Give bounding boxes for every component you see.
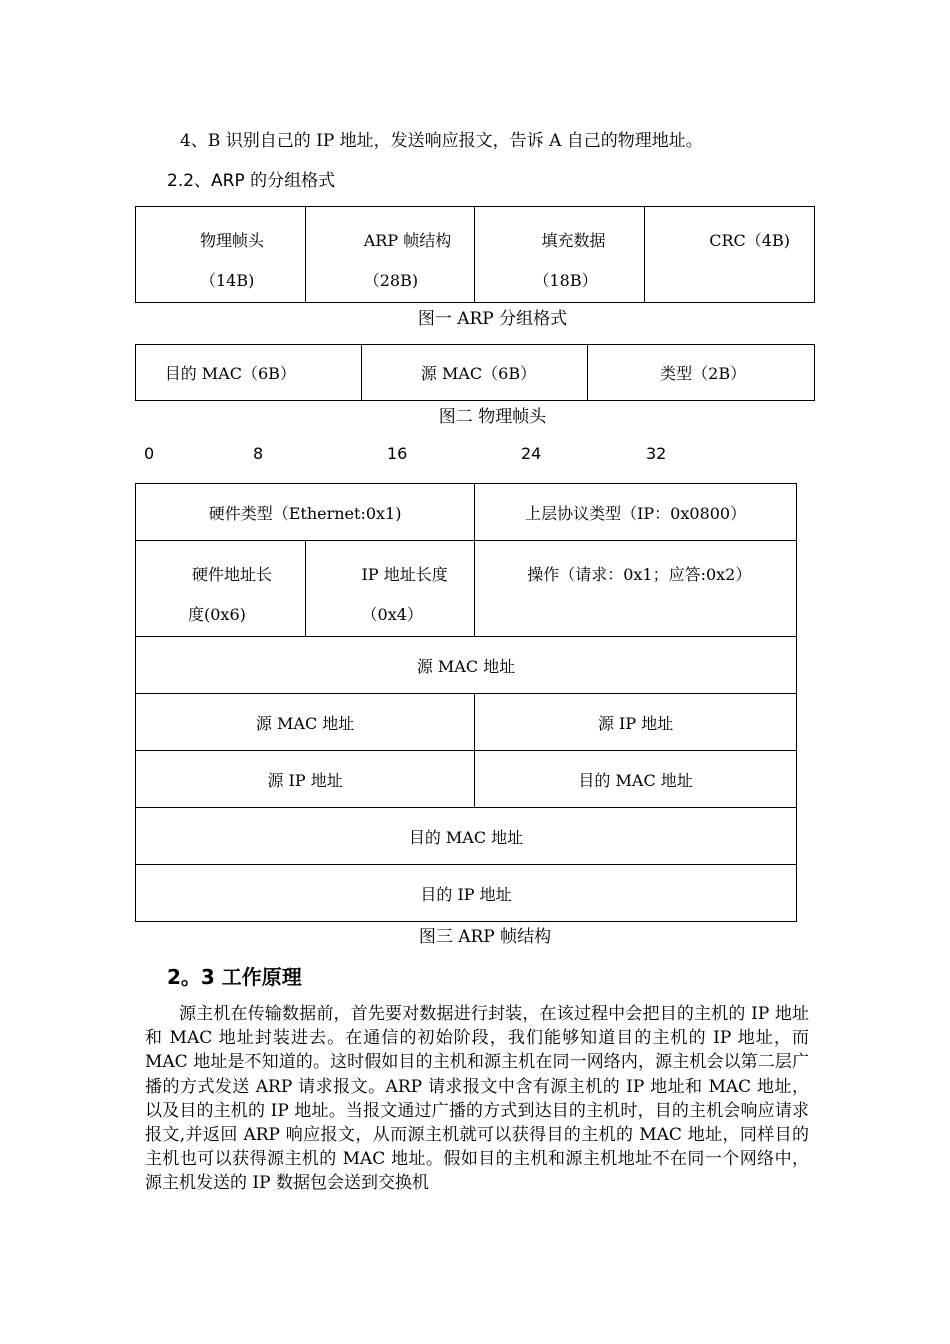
dest-mac-half-label: 目的 MAC 地址: [578, 770, 693, 790]
paragraph-text: 源主机在传输数据前，首先要对数据进行封装，在该过程中会把目的主机的 IP 地址和 MAC 地址封装进去。在通信的初始阶段，我们能够知道目的主机的 IP 地址，而 MAC 地址是不知道的。这时假如目的主机和源主机在同一网络内，源主机会以第二层广播的方式发送 ARP 请求报文。ARP 请求报文中含有源主机的 IP 地址和 MAC 地址，以及目的主机的 IP 地址。当报文通过广播的方式到达目的主机时，目的主机会响应请求报文,并返回 ARP 响应报文，从而源主机就可以获得目的主机的 MAC 地址，同样目的主机也可以获得源主机的 MAC 地址。假如目的主机和源主机地址不在同一个网络中，源主机发送的 IP 数据包会送到交换机: [145, 1004, 809, 1194]
source-mac-full-label: 源 MAC 地址: [416, 656, 516, 676]
source-ip-half-cell: [136, 751, 475, 808]
arp-frame-size: （28B): [363, 271, 419, 290]
arp-frame-structure-table: [135, 483, 797, 922]
bit-marker-32: 32: [646, 444, 667, 463]
source-ip-label: 源 IP 地址: [597, 713, 674, 733]
dest-ip-cell: [136, 865, 797, 922]
arp-frame-cell: [305, 207, 475, 303]
frame-header-table: [135, 344, 815, 401]
source-mac-half-label: 源 MAC 地址: [255, 713, 355, 733]
figure-3-caption: 图三 ARP 帧结构: [418, 927, 552, 947]
operation-cell: [475, 541, 797, 637]
frame-header-cell: [136, 207, 306, 303]
dest-ip-label: 目的 IP 地址: [420, 884, 512, 904]
dest-mac-half-cell: [475, 751, 797, 808]
source-mac-full-cell: [136, 637, 797, 694]
section-heading-2-2: 2.2、ARP 的分组格式: [167, 171, 336, 191]
ip-length-cell: [305, 541, 475, 637]
padding-label: 填充数据: [541, 231, 606, 250]
arp-frame-label: ARP 帧结构: [363, 231, 452, 250]
protocol-type-cell: [475, 484, 797, 541]
crc-label: CRC（4B): [709, 231, 790, 250]
source-ip-cell: [475, 694, 797, 751]
dest-mac-cell: [136, 345, 362, 401]
operation-label: 操作（请求：0x1；应答:0x2）: [527, 565, 752, 584]
ip-length-line1: IP 地址长度: [361, 565, 448, 584]
source-mac-half-cell: [136, 694, 475, 751]
type-cell: [588, 345, 815, 401]
section-heading-2-3: 2。3 工作原理: [167, 965, 302, 989]
hardware-type-label: 硬件类型（Ethernet:0x1): [208, 503, 402, 523]
frame-header-label: 物理帧头: [200, 231, 265, 250]
type-label: 类型（2B）: [660, 364, 747, 383]
hardware-type-cell: [136, 484, 475, 541]
bit-marker-8: 8: [253, 444, 264, 463]
figure-1-caption: 图一 ARP 分组格式: [417, 309, 568, 329]
protocol-type-label: 上层协议类型（IP：0x0800）: [525, 503, 747, 523]
step-4-text: 4、B 识别自己的 IP 地址，发送响应报文，告诉 A 自己的物理地址。: [180, 131, 703, 151]
hardware-length-line2: 度(0x6): [188, 605, 246, 624]
bit-marker-16: 16: [387, 444, 408, 463]
crc-cell: [645, 207, 815, 303]
padding-cell: [475, 207, 645, 303]
frame-header-size: （14B): [200, 271, 255, 290]
hardware-length-line1: 硬件地址长: [192, 565, 273, 584]
bit-marker-0: 0: [144, 444, 155, 463]
dest-mac-full-cell: [136, 808, 797, 865]
bit-marker-24: 24: [521, 444, 542, 463]
padding-size: （18B）: [533, 271, 598, 290]
dest-mac-full-label: 目的 MAC 地址: [408, 827, 524, 847]
dest-mac-label: 目的 MAC（6B）: [164, 364, 296, 383]
working-principle-paragraph: [145, 1002, 809, 1196]
arp-packet-format-table: [135, 206, 815, 303]
ip-length-line2: （0x4）: [361, 605, 423, 624]
hardware-length-cell: [136, 541, 306, 637]
src-mac-label: 源 MAC（6B）: [420, 364, 537, 383]
src-mac-cell: [361, 345, 588, 401]
source-ip-half-label: 源 IP 地址: [267, 770, 343, 790]
figure-2-caption: 图二 物理帧头: [438, 407, 547, 427]
